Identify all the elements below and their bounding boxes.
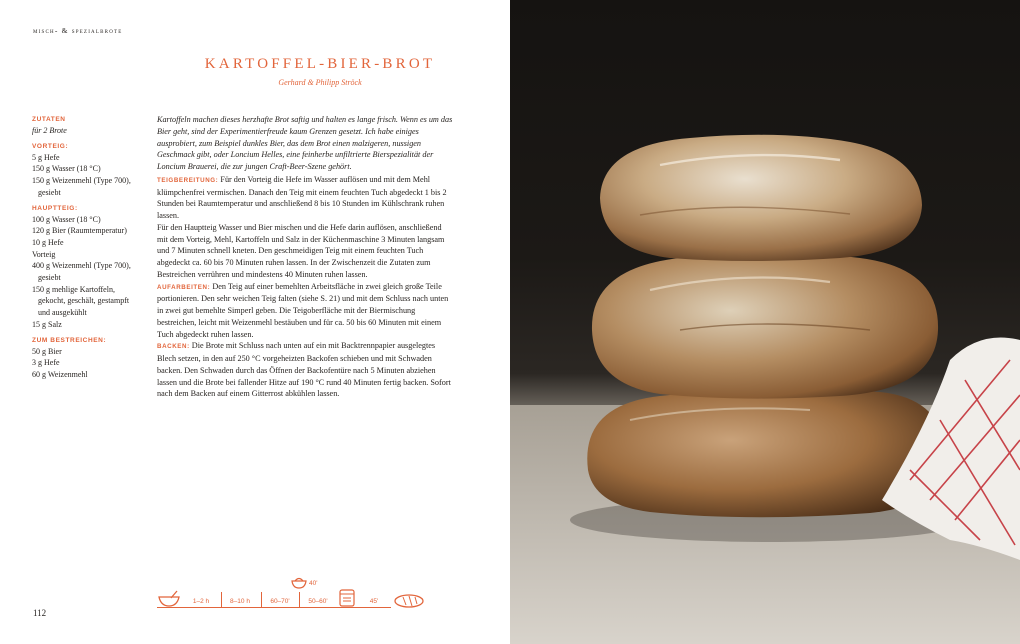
ingredient-item: Vorteig <box>32 249 56 259</box>
step-paragraph <box>157 222 453 281</box>
step-text: Für den Vorteig die Hefe im Wasser auflösen und mit dem Mehl klümpchenfrei vermischen. Danach den Teig mit einem feuchten Tuch abgedeckt 1 bis 2 Stunden bei Raumtemperatur und anschließend 8 bis 10 Stunden im Kühlschrank ruhen lassen. <box>157 174 447 220</box>
ingredient-item: 100 g Wasser (18 °C) <box>32 214 101 224</box>
bread-photo <box>510 0 1020 644</box>
timeline-top-label: 40' <box>309 580 318 587</box>
ingredient-item: gekocht, geschält, gestampft <box>38 296 130 306</box>
step-label: BACKEN: <box>157 343 190 351</box>
intro-paragraph: Kartoffeln machen dieses herzhafte Brot saftig und halten es lange frisch. Wenn es um das Bier geht, sind der Experimentierfreude kaum Grenzen gesetzt. Ich habe einiges ausprobiert, zum Beispiel dunkles Bier, das dem Brot einen malzigeren, nussigen Geschmack gibt, oder Loncium Helles, eine feinherbe unfiltrierte Bierspezialität der Loncium Brauerei, die zur jungen Craft-Beer-Szene gehört. <box>157 115 453 171</box>
ingredients-heading: ZUTATEN <box>32 116 66 123</box>
ingredient-item: 400 g Weizenmehl (Type 700), <box>32 261 131 271</box>
ingredient-item: 10 g Hefe <box>32 237 64 247</box>
ingredient-item: 150 g Wasser (18 °C) <box>32 164 101 174</box>
ingredient-item: 60 g Weizenmehl <box>32 369 88 379</box>
ingredient-item: 120 g Bier (Raumtemperatur) <box>32 226 127 236</box>
timeline-label: 50–60' <box>308 598 328 605</box>
ingredient-item: gesiebt <box>38 187 61 197</box>
hauptteig-heading: HAUPTTEIG: <box>32 204 78 212</box>
ingredient-item: 150 g Weizenmehl (Type 700), <box>32 176 131 186</box>
running-head: misch- & spezialbrote <box>33 26 123 35</box>
ingredients-yield: für 2 Brote <box>32 126 67 135</box>
ingredient-item: 15 g Salz <box>32 319 62 329</box>
timeline-label: 8–10 h <box>230 598 250 605</box>
timeline-separator <box>299 592 300 608</box>
recipe-title: KARTOFFEL-BIER-BROT <box>204 56 436 72</box>
bread-loaf-icon <box>393 594 425 608</box>
ingredient-item: gesiebt <box>38 273 61 283</box>
oven-icon <box>339 589 355 607</box>
method-column <box>157 114 453 400</box>
ingredient-item: und ausgekühlt <box>38 308 87 318</box>
step-paragraph <box>157 174 453 222</box>
recipe-authors: Gerhard & Philipp Ströck <box>278 78 362 87</box>
timeline-separator <box>221 592 222 608</box>
ingredient-item: 3 g Hefe <box>32 358 60 368</box>
step-paragraph <box>157 281 453 341</box>
process-timeline <box>157 576 457 612</box>
page-number: 112 <box>33 608 47 618</box>
step-label: TEIGBEREITUNG: <box>157 176 219 184</box>
timeline-separator <box>261 592 262 608</box>
timeline-baseline <box>157 607 391 608</box>
timeline-label: 1–2 h <box>192 598 210 605</box>
step-text: Den Teig auf einer bemehlten Arbeitsfläche in zwei gleich große Teile portionieren. Den sehr weichen Teig falten (siehe S. 21) und mit dem Schluss nach unten in zwei gut bemehlte Simperl geben. Die Teigoberfläche mit der Biermischung bestreichen, leicht mit Weizenmehl bestäuben und für ca. 50 bis 60 Minuten mit einem Tuch abgedeckt ruhen lassen. <box>157 281 449 339</box>
bread-stack-illustration <box>510 0 1020 644</box>
ingredient-item: 50 g Bier <box>32 346 62 356</box>
step-paragraph <box>157 340 453 400</box>
step-label: AUFARBEITEN: <box>157 283 211 291</box>
mixing-bowl-icon <box>157 590 181 608</box>
ingredients-column <box>32 114 150 381</box>
timeline-label: 60–70' <box>270 598 290 605</box>
ingredient-item: 150 g mehlige Kartoffeln, <box>32 284 115 294</box>
vorteig-heading: VORTEIG: <box>32 142 69 150</box>
ingredient-item: 5 g Hefe <box>32 152 60 162</box>
bestreichen-heading: ZUM BESTREICHEN: <box>32 336 107 344</box>
step-text: Für den Hauptteig Wasser und Bier mischen und die Hefe darin auflösen, anschließend mit dem Vorteig, Mehl, Kartoffeln und Salz in der Küchenmaschine 3 Minuten langsam und 7 Minuten schnell kneten. Den geschmeidigen Teig mit einem feuchten Tuch abgedeckt ca. 60 bis 70 Minuten ruhen lassen. In der Zwischenzeit die Zutaten zum Bestreichen verrühren und mindestens 40 Minuten ruhen lassen. <box>157 222 445 279</box>
timeline-label: 45' <box>369 598 379 605</box>
proofing-bowl-icon <box>290 576 308 590</box>
step-text: Die Brote mit Schluss nach unten auf ein mit Backtrennpapier ausgelegtes Blech setzen, in den auf 250 °C vorgeheizten Backofen schieben und mit Schwaden backen. Den Schwaden durch das Öffnen der Backofentüre nach 5 Minuten abziehen lassen und die Brote bei fallender Hitze auf 190 °C rund 40 Minuten fertig backen. Sofort nach dem Backen auf einem Gitterrost abkühlen lassen. <box>157 341 451 399</box>
